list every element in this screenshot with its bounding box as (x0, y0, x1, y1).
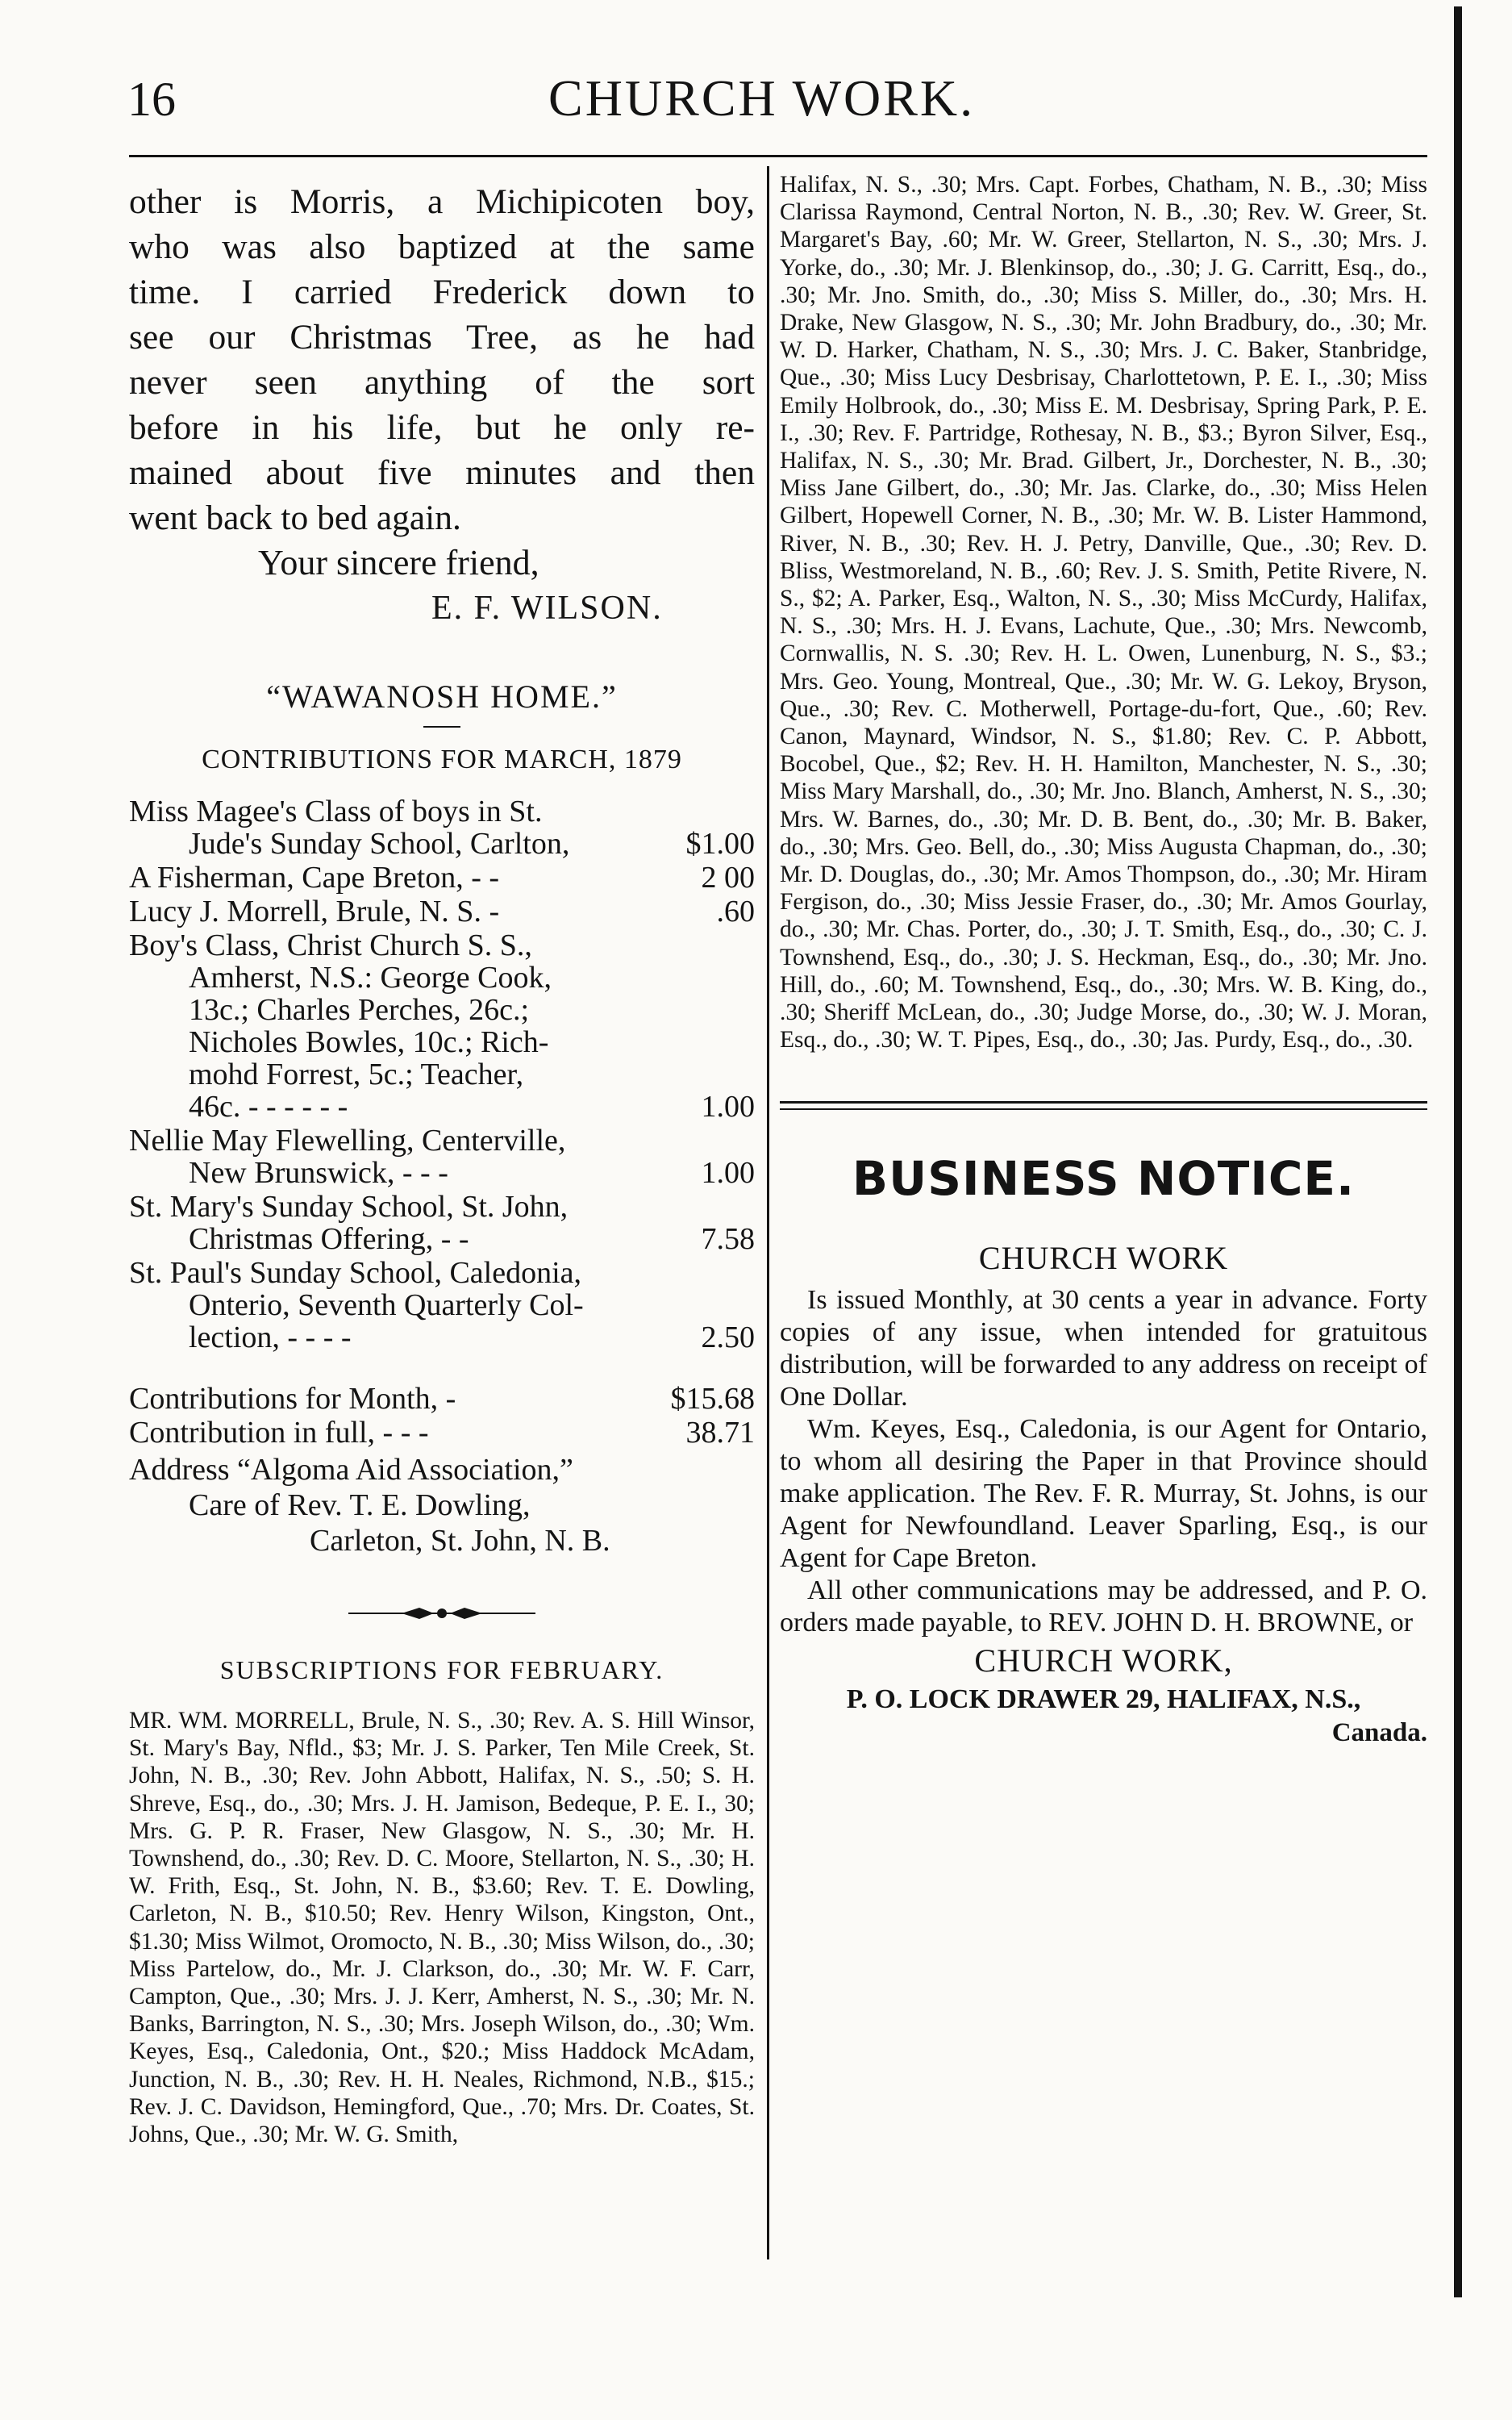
short-divider (423, 726, 460, 728)
letter-line: see our Christmas Tree, as he had (129, 318, 755, 357)
aid-address (129, 1452, 755, 1558)
contribution-line: Jude's Sunday School, Carlton, (189, 827, 570, 861)
contribution-line: New Brunswick, - - - (189, 1156, 448, 1190)
contribution-line: 46c. - - - - - - (189, 1090, 348, 1124)
header-rule (129, 155, 1427, 157)
contribution-line: Amherst, N.S.: George Cook, (189, 961, 552, 995)
contribution-line: Nellie May Flewelling, Centerville, (129, 1124, 566, 1158)
contribution-item (129, 895, 755, 928)
letter-line: who was also baptized at the same (129, 227, 755, 266)
letter-line: mained about five minutes and then (129, 453, 755, 492)
letter-line: other is Morris, a Michipicoten boy, (129, 182, 755, 221)
contribution-item (129, 1124, 755, 1189)
subscriptions-text: MR. WM. MORRELL, Brule, N. S., .30; Rev. A. S. Hill Winsor, St. Mary's Bay, Nfld., $3; Mr. J. S. Parker, Ten Mile Creek, St. John, N. B., .30; Rev. John Abbott, Halifax, N. S., .50; S. H. Shreve, Esq., do., .30; Mrs. J. H. Jamison, Bedeque, P. E. I., 30; Mrs. G. P. R. Fraser, New Glasgow, N. S., .30; Mr. H. Townshend, do., .30; Rev. D. C. Moore, Stellarton, N. S., .30; H. W. Frith, Esq., St. John, N. B., $3.60; Rev. T. E. Dowling, Carleton, N. B., $10.50; Rev. Henry Wilson, Kingston, Ont., $1.30; Miss Wilmot, Oromocto, N. B., .30; Miss Wilson, do., .30; Miss Partelow, do., Mr. J. Clarkson, do., .30; Mr. W. F. Carr, Campton, Que., .30; Mrs. J. J. Kerr, Amherst, N. S., .30; Mr. N. Banks, Barrington, N. S., .30; Mrs. Joseph Wilson, do., .30; Wm. Keyes, Esq., Caledonia, Ont., $20.; Miss Haddock McAdam, Junction, N. B., .30; Rev. H. H. Neales, Richmond, N.B., $15.; Rev. J. C. Davidson, Hemingford, Que., .70; Mrs. Dr. Coates, St. Johns, Que., .30; Mr. W. G. Smith, (129, 1708, 755, 2148)
business-paragraph: All other communications may be addressed, and P. O. orders made payable, to REV. JOHN D. H. BROWNE, or (780, 1575, 1427, 1638)
contribution-line: Miss Magee's Class of boys in St. (129, 795, 543, 828)
contribution-item (129, 795, 755, 860)
contribution-item (129, 862, 755, 894)
contribution-line: 13c.; Charles Perches, 26c.; (189, 993, 530, 1027)
contribution-item (129, 929, 755, 1123)
left-column (129, 179, 755, 2148)
business-footer-title: CHURCH WORK, (974, 1642, 1233, 1679)
contribution-amount: .60 (716, 895, 755, 928)
contributions-list (129, 795, 755, 1354)
ornament-divider-icon (345, 1604, 539, 1623)
total-label: Contribution in full, - - - (129, 1416, 429, 1450)
page-edge-bar (1454, 6, 1462, 2297)
page-number: 16 (127, 73, 176, 126)
business-paragraph: Wm. Keyes, Esq., Caledonia, is our Agent for Ontario, to whom all desiring the Paper in that Province should make application. The Rev. F. R. Murray, St. Johns, is our Agent for Newfoundland. Leaver Sparling, Esq., is our Agent for Cape Breton. (780, 1413, 1427, 1573)
letter-signature: E. F. WILSON. (431, 590, 663, 627)
letter-line: never seen anything of the sort (129, 363, 755, 402)
contribution-amount: 2 00 (701, 861, 755, 895)
total-label: Contributions for Month, - (129, 1382, 456, 1416)
contribution-line: Onterio, Seventh Quarterly Col- (189, 1288, 584, 1322)
contribution-line: St. Mary's Sunday School, St. John, (129, 1190, 569, 1224)
business-notice-heading: BUSINESS NOTICE. (852, 1150, 1356, 1206)
contribution-totals (129, 1383, 755, 1449)
column-rule (767, 166, 769, 2259)
total-amount: 38.71 (685, 1416, 755, 1450)
contribution-amount: 1.00 (701, 1156, 755, 1190)
contributions-subheading: CONTRIBUTIONS FOR MARCH, 1879 (202, 745, 682, 774)
contribution-amount: 7.58 (701, 1222, 755, 1256)
contribution-line: Boy's Class, Christ Church S. S., (129, 928, 532, 962)
subscriptions-continued: Halifax, N. S., .30; Mrs. Capt. Forbes, Chatham, N. B., .30; Miss Clarissa Raymond, Central Norton, N. B., .30; Rev. W. Greer, St. Margaret's Bay, .60; Mr. W. Greer, Stellarton, N. S., .30; Mrs. J. Yorke, do., .30; Mr. J. Blenkinsop, do., .30; J. G. Carritt, Esq., do., .30; Mr. Jno. Smith, do., .30; Miss S. Miller, do., .30; Mrs. H. Drake, New Glasgow, N. S., .30; Mr. John Bradbury, do., .30; Mr. W. D. Harker, Chatham, N. S., .30; Mrs. J. C. Baker, Stanbridge, Que., .30; Miss Lucy Desbrisay, Charlottetown, P. E. I., .30; Miss Emily Holbrook, do., .30; Miss E. M. Desbrisay, Spring Park, P. E. I., .30; Rev. F. Partridge, Rothesay, N. B., $3.; Byron Silver, Esq., Halifax, N. S., .30; Mr. Brad. Gilbert, Jr., Dorchester, N. B., .30; Miss Jane Gilbert, do., .30; Mr. Jas. Clarke, do., .30; Miss Helen Gilbert, Hopewell Corner, N. B., .30; Mr. W. B. Lister Hammond, River, N. B., .30; Rev. H. J. Petry, Danville, Que., .30; Rev. D. Bliss, Westmoreland, N. B., .60; Rev. J. S. Smith, Petite Rivere, N. S., $2; A. Parker, Esq., Walton, N. S., .30; Miss McCurdy, Halifax, N. S., .30; Mrs. H. J. Evans, Lachute, Que., .30; Mrs. Newcomb, Cornwallis, N. S. .30; Rev. H. L. Owen, Lunenburg, N. S., $3.; Mrs. Geo. Young, Montreal, Que., .30; Mr. W. G. Lekoy, Bryson, Que., .30; Rev. C. Motherwell, Portage-du-fort, Que., .60; Rev. Canon, Maynard, Windsor, N. S., $1.80; Rev. C. P. Abbott, Bocobel, Que., $2; Rev. H. H. Hamilton, Manchester, N. S., .30; Miss Mary Marshall, do., .30; Mr. Jno. Blanch, Amherst, N. S., .30; Mrs. W. Barnes, do., .30; Mr. D. B. Bent, do., .30; Mr. B. Baker, do., .30; Mrs. Geo. Bell, do., .30; Miss Augusta Chapman, do., .30; Mr. D. Douglas, do., .30; Mr. Amos Thompson, do., .30; Mr. Hiram Fergison, do., .30; Miss Jessie Fraser, do., .30; Mr. Amos Gourlay, do., .30; Mr. Chas. Porter, do., .30; J. T. Smith, Esq., do., .30; C. J. Townshend, Esq., do., .30; J. S. Heckman, Esq., do., .30; Mr. Jno. Hill, do., .60; M. Townshend, Esq., do., .30; Mrs. W. B. King, do., .30; Sheriff McLean, do., .30; Judge Morse, do., .30; W. J. Moran, Esq., do., .30; W. T. Pipes, Esq., do., .30; Jas. Purdy, Esq., do., .30. (780, 172, 1427, 1054)
contribution-amount: 2.50 (701, 1321, 755, 1354)
total-row (129, 1383, 755, 1415)
address-line: Carleton, St. John, N. B. (310, 1524, 610, 1558)
address-line: Care of Rev. T. E. Dowling, (189, 1488, 531, 1522)
contribution-line: A Fisherman, Cape Breton, - - (129, 861, 500, 895)
running-title: CHURCH WORK. (548, 69, 976, 127)
contribution-line: Nicholes Bowles, 10c.; Rich- (189, 1025, 549, 1059)
letter-line: time. I carried Frederick down to (129, 273, 755, 311)
contribution-item (129, 1257, 755, 1354)
business-footer-country: Canada. (1331, 1717, 1427, 1747)
address-line: Address “Algoma Aid Association,” (129, 1453, 573, 1487)
contribution-line: Lucy J. Morrell, Brule, N. S. - (129, 895, 500, 928)
contribution-line: lection, - - - - (189, 1321, 352, 1354)
contribution-amount: 1.00 (701, 1090, 755, 1124)
letter-closing: Your sincere friend, (258, 543, 539, 582)
wawanosh-heading: “WAWANOSH HOME.” (266, 678, 618, 715)
contribution-line: mohd Forrest, 5c.; Teacher, (189, 1058, 524, 1091)
contribution-item (129, 1191, 755, 1255)
letter-text (129, 179, 755, 540)
contribution-line: Christmas Offering, - - (189, 1222, 469, 1256)
subscriptions-heading: SUBSCRIPTIONS FOR FEBRUARY. (219, 1655, 664, 1684)
business-rule-top-thin (780, 1108, 1427, 1110)
business-rule-top (780, 1101, 1427, 1104)
letter-line: went back to bed again. (129, 499, 461, 537)
business-paragraph: Is issued Monthly, at 30 cents a year in advance. Forty copies of any issue, when intended for gratuitous distribution, will be forwarded to any address on receipt of One Dollar. (780, 1284, 1427, 1412)
letter-line: before in his life, but he only re- (129, 408, 755, 447)
total-amount: $15.68 (670, 1382, 755, 1416)
contribution-line: St. Paul's Sunday School, Caledonia, (129, 1256, 582, 1290)
business-footer-address: P. O. LOCK DRAWER 29, HALIFAX, N.S., (846, 1684, 1361, 1714)
contribution-amount: $1.00 (685, 827, 755, 861)
business-subheading: CHURCH WORK (978, 1239, 1229, 1276)
right-column (780, 171, 1427, 1749)
total-row (129, 1417, 755, 1449)
